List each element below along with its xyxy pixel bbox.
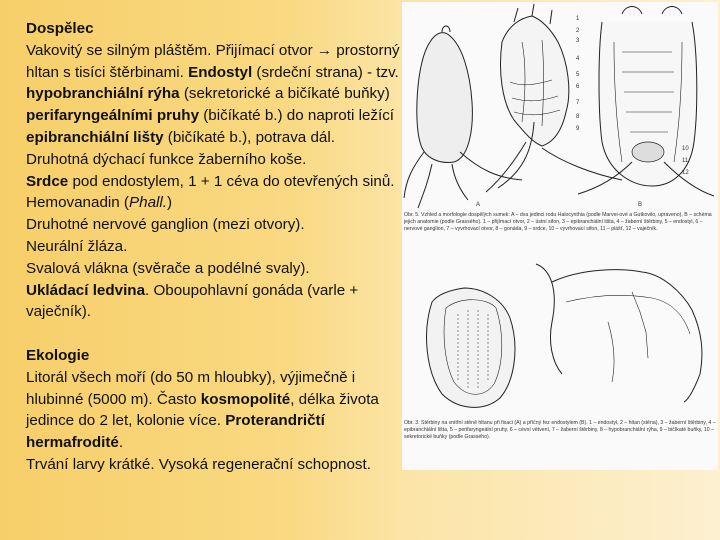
svg-text:12: 12 [682, 170, 689, 176]
svg-text:B: B [638, 202, 643, 208]
caption-figure-3: Obr. 3. Štěrbiny na vnitřní stěně hltanu při fixaci (A) a příčný řez endostylem (B). 1 – endostyl, 2 – hltan (stěna), 3 – žaberní štěrbiny, 4 – epibranchiální lišta, 5 – perifaryngeální pruhy, 6 – cévní větvení, 7 – žaberní štěrbiny, 8 – hypobranchiální rýha, 9 – bičíkaté buňky, 10 – sekretorické buňky (podle Grassého). [404, 420, 716, 440]
svg-text:9: 9 [576, 126, 580, 132]
svg-text:10: 10 [682, 146, 689, 152]
svg-text:4: 4 [576, 56, 580, 62]
paragraph-ecology: Litorál všech moří (do 50 m hloubky), výjimečně i hlubinné (5000 m). Často kosmopolité, délka života jedince do 2 let, kolonie více. Proterandričtí hermafrodité. [26, 368, 379, 452]
paragraph-larva: Trvání larvy krátké. Vysoká regenerační schopnost. [26, 455, 371, 473]
svg-text:5: 5 [576, 72, 580, 78]
svg-text:7: 7 [576, 100, 580, 106]
paragraph-ganglion: Druhotné nervové ganglion (mezi otvory). [26, 216, 305, 234]
paragraph-neural-gland: Neurální žláza. [26, 237, 128, 255]
ascidian-illustration [402, 2, 718, 470]
svg-text:A: A [476, 202, 481, 208]
svg-text:1: 1 [576, 16, 580, 22]
paragraph-respiration: Druhotná dýchací funkce žaberního koše. [26, 150, 307, 168]
caption-figure-5: Obr. 5. Vzhled a morfologie dospělých sumek: A – dva jedinci rodu Halocynthia (podle Marvei-ové a Gutkovilo, upraveno), B – schéma jejich anatomie (podle Grassého). 1 – přijímací otvor, 2 – ústní sifon, 3 – epibranchiální lišta, 4 – žaberní štěrbiny, 5 – endostyl, 6 – nervové ganglion, 7 – vyvrhovací otvor, 8 – gonáda, 9 – srdce, 10 – vyvrhovací sifon, 11 – plášť, 12 – vaječník. [404, 212, 712, 232]
heading-adult: Dospělec [26, 20, 94, 37]
svg-text:2: 2 [576, 28, 580, 34]
drawing-pharynx-endostyl [427, 264, 702, 407]
svg-text:6: 6 [576, 84, 580, 90]
paragraph-body-description: Vakovitý se silným pláštěm. Přijímací otvor → prostorný hltan s tisíci štěrbinami. Endostyl (srdeční strana) - tzv. hypobranchiální rýha (sekretorické a bičíkaté buňky) perifaryngeálními pruhy (bičíkaté b.) do naproti ležící epibranchiální lišty (bičíkaté b.), potrava dál. [26, 41, 400, 146]
drawing-halocynthia-individuals [404, 4, 714, 208]
svg-text:11: 11 [682, 158, 689, 164]
paragraph-heart: Srdce pod endostylem, 1 + 1 céva do otevřených sinů. Hemovanadin (Phall.) [26, 172, 395, 212]
slide-text [26, 18, 406, 476]
svg-text:3: 3 [576, 38, 580, 44]
paragraph-kidney: Ukládací ledvina. Oboupohlavní gonáda (varle + vaječník). [26, 281, 359, 321]
paragraph-muscles: Svalová vlákna (svěrače a podélné svaly). [26, 259, 310, 277]
svg-text:8: 8 [576, 114, 580, 120]
heading-ecology: Ekologie [26, 346, 90, 364]
ascidian-drawings [402, 2, 718, 470]
